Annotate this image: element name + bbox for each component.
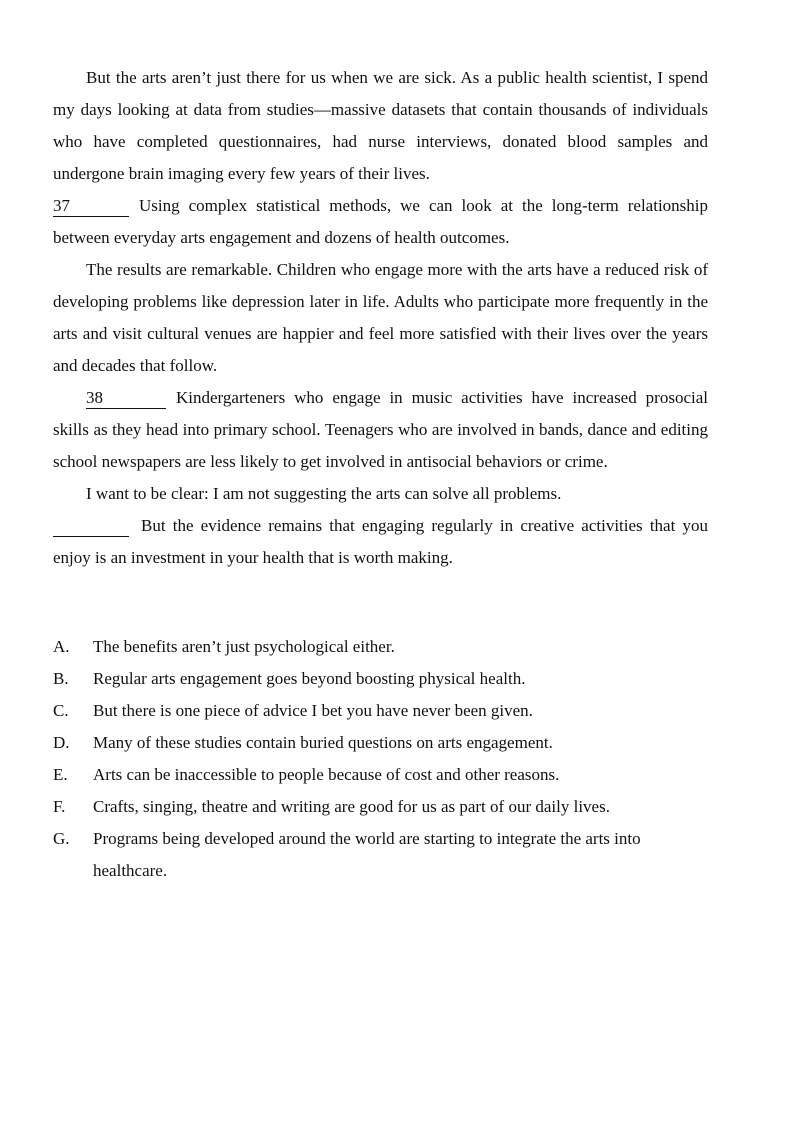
option-g	[53, 823, 713, 887]
option-letter: F.	[53, 797, 66, 816]
paragraph-1-after-blank: Using complex statistical methods, we can look at the long-term relationship between everyday arts engagement and dozens of health outcomes.	[53, 196, 708, 247]
option-b	[53, 663, 713, 695]
paragraph-4-text: I want to be clear: I am not suggesting the arts can solve all problems.	[86, 484, 562, 503]
option-text: Programs being developed around the world are starting to integrate the arts into healthcare.	[93, 829, 641, 880]
blank-37: 37	[53, 196, 129, 217]
paragraph-3	[53, 382, 708, 478]
option-letter: B.	[53, 669, 69, 688]
option-text: Arts can be inaccessible to people because of cost and other reasons.	[93, 765, 560, 784]
option-letter: E.	[53, 765, 68, 784]
option-e	[53, 759, 713, 791]
passage	[53, 62, 708, 574]
paragraph-4-after-blank: But the evidence remains that engaging regularly in creative activities that you enjoy is an investment in your health that is worth making.	[53, 516, 708, 567]
paragraph-4	[53, 478, 708, 574]
option-c	[53, 695, 713, 727]
option-text: Regular arts engagement goes beyond boosting physical health.	[93, 669, 526, 688]
option-text: Crafts, singing, theatre and writing are good for us as part of our daily lives.	[93, 797, 610, 816]
paragraph-1	[53, 62, 708, 254]
option-d	[53, 727, 713, 759]
paragraph-1-text: But the arts aren’t just there for us when we are sick. As a public health scientist, I spend my days looking at data from studies—massive datasets that contain thousands of individuals who have completed questionnaires, had nurse interviews, donated blood samples and undergone brain imaging every few years of their lives.	[53, 68, 708, 183]
option-letter: G.	[53, 829, 70, 848]
option-letter: A.	[53, 637, 70, 656]
blank-38: 38	[86, 388, 166, 409]
option-letter: D.	[53, 733, 70, 752]
option-f	[53, 791, 713, 823]
option-text: The benefits aren’t just psychological either.	[93, 637, 395, 656]
options-list	[53, 631, 713, 887]
paragraph-2: The results are remarkable. Children who engage more with the arts have a reduced risk of developing problems like depression later in life. Adults who participate more frequently in the arts and visit cultural venues are happier and feel more satisfied with their lives over the years and decades that follow.	[53, 260, 708, 375]
blank-39	[53, 516, 129, 537]
option-a	[53, 631, 713, 663]
option-letter: C.	[53, 701, 69, 720]
option-text: But there is one piece of advice I bet you have never been given.	[93, 701, 533, 720]
option-text: Many of these studies contain buried questions on arts engagement.	[93, 733, 553, 752]
paragraph-3-text: Kindergarteners who engage in music activities have increased prosocial skills as they head into primary school. Teenagers who are involved in bands, dance and editing school newspapers are less likely to get involved in antisocial behaviors or crime.	[53, 388, 708, 471]
